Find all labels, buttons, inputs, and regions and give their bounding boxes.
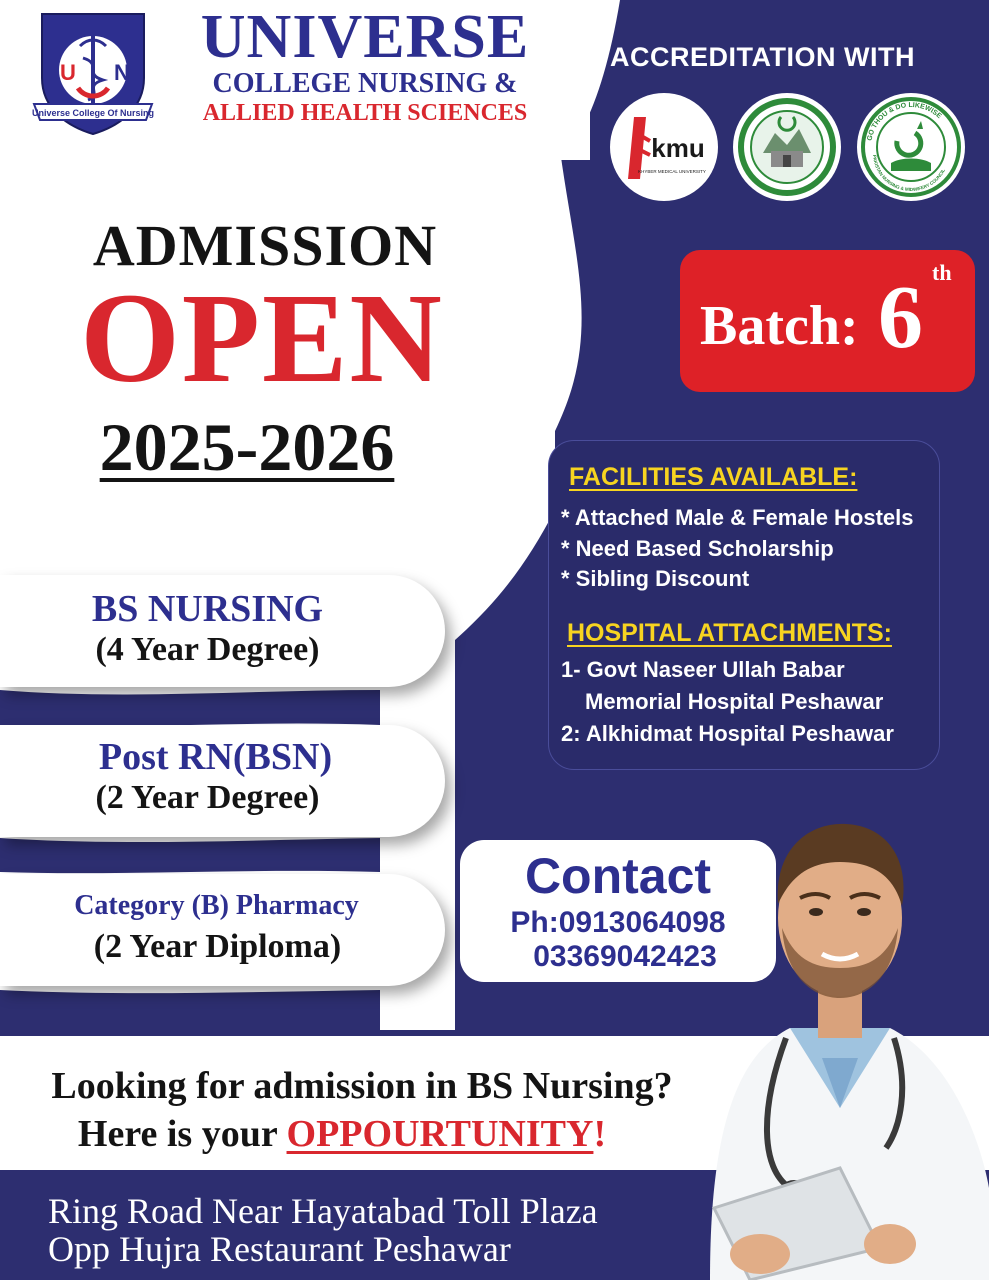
batch-badge xyxy=(680,250,975,392)
pnmc-subtext: PAKISTAN NURSING & MIDWIFERY COUNCIL xyxy=(872,154,946,193)
hospital-item: 1- Govt Naseer Ullah Babar xyxy=(561,657,845,682)
facility-item: * Need Based Scholarship xyxy=(561,536,834,561)
facility-item: * Attached Male & Female Hostels xyxy=(561,505,914,530)
tagline-prefix: Here is your xyxy=(77,1113,287,1155)
logo-ribbon-text: Universe College Of Nursing xyxy=(31,108,155,118)
program-title: BS NURSING xyxy=(91,588,324,630)
college-name-line3: ALLIED HEALTH SCIENCES xyxy=(202,100,528,126)
facilities-heading: FACILITIES AVAILABLE: xyxy=(569,463,858,491)
program-title: Category (B) Pharmacy xyxy=(74,890,359,921)
hospital-heading: HOSPITAL ATTACHMENTS: xyxy=(567,619,892,647)
doctor-illustration xyxy=(690,808,989,1280)
college-name-line2: COLLEGE NURSING & xyxy=(212,68,518,99)
hospital-item: 2: Alkhidmat Hospital Peshawar xyxy=(561,721,894,746)
kmu-badge xyxy=(610,93,718,201)
open-heading: OPEN xyxy=(80,267,444,409)
contact-title: Contact xyxy=(524,848,712,904)
kmu-subtext: KHYBER MEDICAL UNIVERSITY xyxy=(638,169,706,174)
kp-govt-seal-badge xyxy=(733,93,841,201)
tagline-highlight: OPPOURTUNITY xyxy=(286,1113,594,1155)
kmu-text: kmu xyxy=(651,133,705,163)
program-post-rn xyxy=(0,725,445,837)
program-duration: (2 Year Diploma) xyxy=(93,928,342,965)
admission-heading: ADMISSION xyxy=(92,213,438,278)
facilities-panel xyxy=(548,440,940,770)
pnmc-badge xyxy=(857,93,965,201)
program-duration: (2 Year Degree) xyxy=(95,779,320,816)
program-duration: (4 Year Degree) xyxy=(95,631,320,668)
facility-item: * Sibling Discount xyxy=(561,566,750,591)
tagline-line1: Looking for admission in BS Nursing? xyxy=(51,1065,673,1107)
tagline-suffix: ! xyxy=(593,1113,607,1155)
logo-letter-n: N xyxy=(114,60,130,85)
contact-phone-1: Ph:0913064098 xyxy=(510,906,726,939)
accreditation-title: ACCREDITATION WITH xyxy=(610,42,915,72)
hospital-item: Memorial Hospital Peshawar xyxy=(585,689,884,714)
batch-suffix: th xyxy=(932,260,952,285)
batch-label: Batch: xyxy=(700,295,859,357)
address-line1: Ring Road Near Hayatabad Toll Plaza xyxy=(48,1191,598,1231)
college-name-line1: UNIVERSE xyxy=(200,3,530,71)
program-title: Post RN(BSN) xyxy=(98,736,333,778)
program-bs-nursing xyxy=(0,575,445,687)
contact-phone-2: 03369042423 xyxy=(533,940,717,973)
college-logo xyxy=(28,8,158,138)
pnmc-motto: GO THOU & DO LIKEWISE xyxy=(866,101,943,142)
tagline-line2 xyxy=(22,1112,662,1156)
session-years: 2025-2026 xyxy=(99,409,395,485)
batch-number: 6 xyxy=(878,268,923,367)
address-line2: Opp Hujra Restaurant Peshawar xyxy=(48,1229,511,1269)
program-pharmacy xyxy=(0,874,445,986)
logo-letter-u: U xyxy=(60,60,76,85)
college-title xyxy=(170,4,560,128)
